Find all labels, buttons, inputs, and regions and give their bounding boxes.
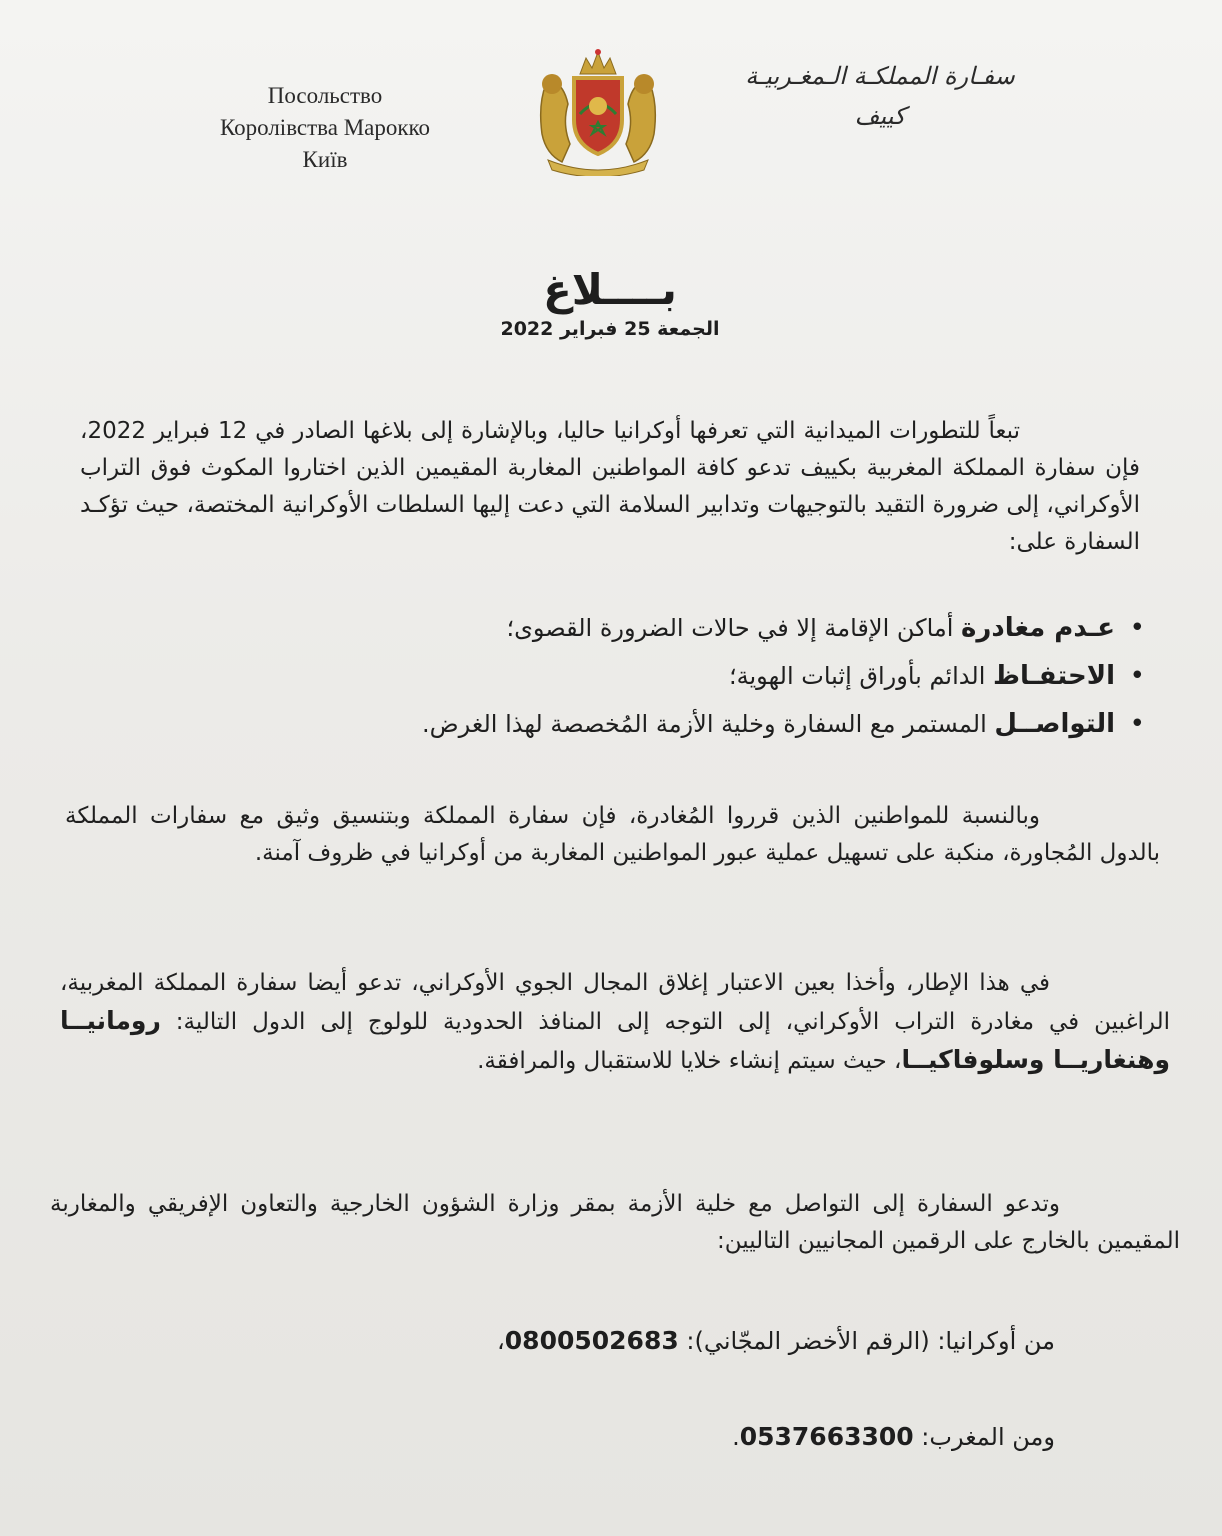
list-item-bold: عـدم مغادرة [961,613,1115,643]
phone-label: من أوكرانيا: (الرقم الأخضر المجّاني): [678,1327,1055,1355]
paragraph-contact: وتدعو السفارة إلى التواصل مع خلية الأزمة بمقر وزارة الشؤون الخارجية والتعاون الإفريقي والمغاربة المقيمين بالخارج على الرقمين المجانيين التاليين: [50,1191,1180,1254]
list-item-text: أماكن الإقامة إلا في حالات الضرورة القصوى؛ [506,614,962,642]
paragraph-borders-text: في هذا الإطار، وأخذا بعين الاعتبار إغلاق المجال الجوي الأوكراني، تدعو أيضا سفارة المملكة المغربية، الراغبين في مغادرة التراب الأوكراني، إلى التوجه إلى المنافذ الحدودية للولوج إلى الدول التالية: [60,970,1170,1035]
paragraph-borders-text-end: ، حيث سيتم إنشاء خلايا للاستقبال والمرافقة. [477,1048,902,1074]
embassy-name-ukrainian [170,80,480,176]
header-left-line: Посольство [267,83,383,108]
paragraph-departure: وبالنسبة للمواطنين الذين قرروا المُغادرة، فإن سفارة المملكة وبتنسيق وثيق مع سفارات المملكة بالدول المُجاورة، منكبة على تسهيل عملية عبور المواطنين المغاربة من أوكرانيا في ظروف آمنة. [65,803,1160,866]
header-right-line: كييف [854,102,906,130]
phone-label: ومن المغرب: [913,1423,1055,1451]
document-title: بــــلاغ [543,265,677,314]
phone-number: 0537663300 [739,1422,914,1451]
phone-number: 0800502683 [504,1326,679,1355]
instructions-list [300,604,1145,748]
embassy-name-arabic [680,56,1080,136]
header-left-line: Київ [302,147,348,172]
list-item-text: الدائم بأوراق إثبات الهوية؛ [729,662,993,690]
header-left-line: Королівства Марокко [219,115,431,140]
list-item-bold: التواصــل [994,709,1115,739]
phone-suffix: ، [497,1327,505,1355]
list-item-bold: الاحتفـاظ [993,661,1115,691]
phone-line-morocco [600,1422,1055,1451]
paragraph-borders [60,965,1170,1080]
paragraph-intro: تبعاً للتطورات الميدانية التي تعرفها أوكرانيا حاليا، وبالإشارة إلى بلاغها الصادر في 12 فبراير 2022، فإن سفارة المملكة المغربية بكييف تدعو كافة المواطنين المغاربة المقيمين الذين اختاروا المكوث فوق التراب الأوكراني، إلى ضرورة التقيد بالتوجيهات وتدابير السلامة التي دعت إليها السلطات الأوكرانية المختصة، حيث تؤكـد السفارة على: [80,418,1140,555]
header-right-line: سفـارة المملكـة الـمغـربيـة [745,62,1015,90]
document-date: الجمعة 25 فبراير 2022 [500,318,720,340]
list-item-text: المستمر مع السفارة وخلية الأزمة المُخصصة لهذا الغرض. [422,710,995,738]
coat-of-arms-icon [528,44,668,176]
list-item [300,604,1145,652]
title-block [360,262,860,340]
phone-suffix: . [732,1423,740,1451]
list-item [300,700,1145,748]
countries-list: رومانيــا وهنغاريــا وسلوفاكيــا [60,1006,1170,1074]
phone-line-ukraine [380,1326,1055,1355]
list-item [300,652,1145,700]
